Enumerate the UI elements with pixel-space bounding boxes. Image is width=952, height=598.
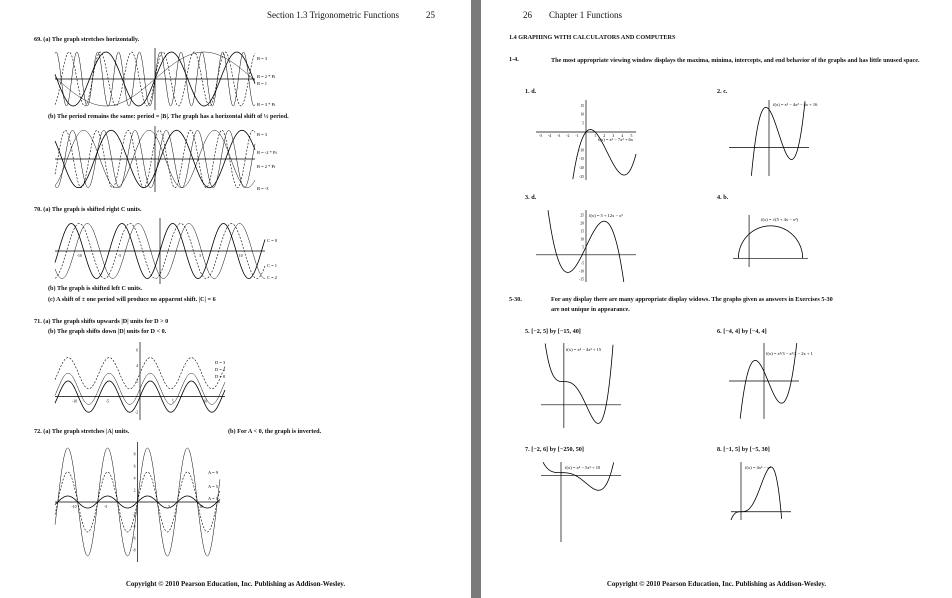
g70-label-c2: C = 2 xyxy=(267,275,278,280)
left-page xyxy=(0,0,471,598)
g72-label-a1: A = 1 xyxy=(208,496,219,501)
graph-70 xyxy=(55,218,285,286)
g3-tick-y-5: -5 xyxy=(580,261,584,266)
g3-tick-y-2: 15 xyxy=(580,229,584,234)
g72-tick-y-7: -8 xyxy=(132,548,136,553)
g71-tick-x-1: -5 xyxy=(105,399,109,404)
graph-1 xyxy=(536,100,651,182)
g71-tick-x-2: 5 xyxy=(171,399,174,404)
right-page xyxy=(481,0,952,598)
g72-tick-y-6: -6 xyxy=(132,536,136,541)
graph-72 xyxy=(55,442,240,564)
graph-2 xyxy=(729,100,824,178)
problem-5-30-text-line1: For any display there are many appropriate display widows. The graphs given as answers in Exercises 5-30 xyxy=(551,296,833,303)
g1-tick-y-5: -20 xyxy=(578,166,584,171)
g72-tick-y-2: 4 xyxy=(133,476,136,481)
g72-tick-x-0: -10 xyxy=(71,505,77,509)
g6-function-label: f(x) = x³/3 − x²/2 − 2x + 1 xyxy=(766,351,813,356)
problem-71b: (b) The graph shifts down |D| units for D < 0. xyxy=(48,328,167,335)
problem-71a: 71. (a) The graph shifts upwards |D| units for D > 0 xyxy=(34,318,169,325)
g3-tick-y-6: -10 xyxy=(578,269,584,274)
g72-label-a5: A = 5 xyxy=(208,484,219,489)
g71-tick-y-2: 2 xyxy=(136,379,138,384)
g69a-label-b3: B = 3 xyxy=(257,56,268,61)
g1-tick-x-1: -4 xyxy=(548,134,552,138)
problem-70a: 70. (a) The graph is shifted right C units. xyxy=(34,206,142,213)
graph-8 xyxy=(731,462,806,522)
graph-6 xyxy=(729,343,819,423)
graph-4 xyxy=(733,215,818,270)
graph-7 xyxy=(541,462,631,544)
problem-69a: 69. (a) The graph stretches horizontally. xyxy=(34,36,140,43)
g1-tick-x-3: -2 xyxy=(566,134,570,138)
g72-tick-y-3: 2 xyxy=(133,488,136,493)
g3-tick-y-4: 5 xyxy=(582,245,584,250)
answer-3: 3. d. xyxy=(525,194,537,201)
graph-69b xyxy=(55,126,275,194)
answer-2: 2. c. xyxy=(717,88,728,95)
g70-label-c1: C = 1 xyxy=(267,263,278,268)
graph-69a xyxy=(55,48,275,110)
g72-label-a9: A = 9 xyxy=(208,470,219,475)
g1-tick-x-7: 3 xyxy=(612,134,615,138)
problem-1-4-text: The most appropriate viewing window displays the maxima, minima, intercepts, and end behavior of the graphs and has little unused space. xyxy=(551,57,920,64)
problem-69b: (b) The period remains the same: period = |B|. The graph has a horizontal shift of ½ period. xyxy=(48,113,289,120)
g69b-label-1: B = 3 xyxy=(257,132,268,137)
g70-label-c0: C = 0 xyxy=(267,238,278,243)
problem-5-30-text-line2: are not unique in appearance. xyxy=(551,306,630,313)
right-page-header: Chapter 1 Functions xyxy=(549,10,622,20)
left-page-number: 25 xyxy=(426,10,435,20)
problem-70c: (c) A shift of ± one period will produce no apparent shift. |C| = 6 xyxy=(48,296,216,303)
g69a-label-b1: B = 1 xyxy=(257,81,268,86)
g1-tick-y-2: 5 xyxy=(582,121,584,126)
g2-curve xyxy=(751,101,805,176)
answer-1: 1. d. xyxy=(525,88,537,95)
g70-tick-x-0: -10 xyxy=(76,254,82,258)
g4-function-label: f(x) = √(5 + 4x − x²) xyxy=(761,217,799,222)
answer-6: 6. [−4, 4] by [−4, 4] xyxy=(717,328,767,335)
g69b-label-4: B = -3 xyxy=(257,186,269,191)
left-page-header: Section 1.3 Trigonometric Functions xyxy=(267,10,400,20)
g69a-label-b2pi: B = 2 * Pi xyxy=(257,74,276,79)
g72-tick-x-3: 10 xyxy=(199,505,203,509)
g1-tick-y-4: -15 xyxy=(578,157,584,162)
graph-71 xyxy=(55,342,245,422)
g72-tick-y-1: 6 xyxy=(133,464,136,469)
g72-tick-y-4: -2 xyxy=(132,512,136,517)
g69a-label-b3pi: B = 3 * Pi xyxy=(257,102,276,107)
g1-tick-x-9: 5 xyxy=(630,134,633,138)
g3-tick-y-1: 20 xyxy=(580,221,584,226)
g71-tick-x-3: 10 xyxy=(203,399,208,404)
g3-tick-y-3: 10 xyxy=(580,237,584,242)
g1-tick-x-6: 2 xyxy=(603,134,606,138)
answer-7: 7. [−2, 6] by [−250, 50] xyxy=(525,446,584,453)
g5-function-label: f(x) = x⁴ − 4x³ + 15 xyxy=(565,347,602,352)
g1-tick-x-4: -1 xyxy=(575,134,579,138)
g1-tick-y-1: 10 xyxy=(580,112,584,117)
g71-label-d0: D = 0 xyxy=(215,374,226,379)
g1-tick-x-0: -5 xyxy=(538,134,543,138)
problem-72a: 72. (a) The graph stretches |A| units. xyxy=(34,428,130,435)
g69b-label-2: B = -2 * Pi xyxy=(257,150,277,155)
g71-label-d1: D = 1 xyxy=(215,367,226,372)
g71-tick-y-3: -2 xyxy=(134,410,138,415)
g7-function-label: f(x) = x⁴ − 5x³ + 10 xyxy=(565,465,601,470)
g70-tick-x-1: -5 xyxy=(118,254,122,258)
g5-curve xyxy=(545,344,613,424)
g71-tick-y-0: 6 xyxy=(136,348,138,353)
g69b-label-3: B = 2 * Pi xyxy=(257,164,276,169)
g3-tick-y-7: -15 xyxy=(578,277,584,282)
g3-tick-y-0: 25 xyxy=(580,213,584,218)
section-title: 1.4 GRAPHING WITH CALCULATORS AND COMPUTERS xyxy=(509,34,676,41)
g72-tick-y-0: 8 xyxy=(133,452,136,457)
graph-5 xyxy=(541,343,631,431)
g72-tick-x-2: 5 xyxy=(168,505,171,509)
g4-curve xyxy=(738,226,802,259)
g1-tick-y-3: -10 xyxy=(578,148,584,153)
g1-tick-x-8: 4 xyxy=(621,134,624,138)
answer-4: 4. b. xyxy=(717,194,729,201)
answer-8: 8. [−1, 5] by [−5, 30] xyxy=(717,446,770,453)
g71-tick-x-0: -10 xyxy=(72,399,78,404)
g1-tick-y-0: 15 xyxy=(580,103,584,108)
problem-1-4-number: 1-4. xyxy=(509,56,519,63)
g1-tick-y-6: -25 xyxy=(578,174,584,179)
g3-function-label: f(x) = 5 + 12x − x³ xyxy=(589,213,623,218)
g1-tick-x-2: -3 xyxy=(557,134,561,138)
right-page-number: 26 xyxy=(523,10,532,20)
g1-function-label: f(x) = x³ − 7x² + 6x xyxy=(598,136,634,142)
problem-72b: (b) For A < 0, the graph is inverted. xyxy=(228,428,322,435)
g71-label-d3: D = 3 xyxy=(215,360,226,365)
problem-70b: (b) The graph is shifted left C units. xyxy=(48,285,143,292)
g72-tick-y-5: -4 xyxy=(132,524,136,529)
problem-5-30-number: 5-30. xyxy=(509,296,522,303)
left-page-footer: Copyright © 2010 Pearson Education, Inc. Publishing as Addison-Wesley. xyxy=(125,580,346,588)
answer-5: 5. [−2, 5] by [−15, 40] xyxy=(525,328,581,335)
g71-tick-y-1: 4 xyxy=(136,363,138,368)
g70-tick-x-2: 5 xyxy=(199,254,202,258)
g1-tick-x-5: 1 xyxy=(594,134,597,138)
g2-function-label: f(x) = x³ − 4x² − 4x + 16 xyxy=(773,102,818,107)
right-page-footer: Copyright © 2010 Pearson Education, Inc. Publishing as Addison-Wesley. xyxy=(606,580,827,588)
g72-tick-x-1: -5 xyxy=(104,505,108,509)
graph-3 xyxy=(536,210,651,285)
g8-function-label: f(x) = 4x³ − x⁴ xyxy=(745,465,771,470)
g70-tick-x-3: 10 xyxy=(238,254,243,258)
